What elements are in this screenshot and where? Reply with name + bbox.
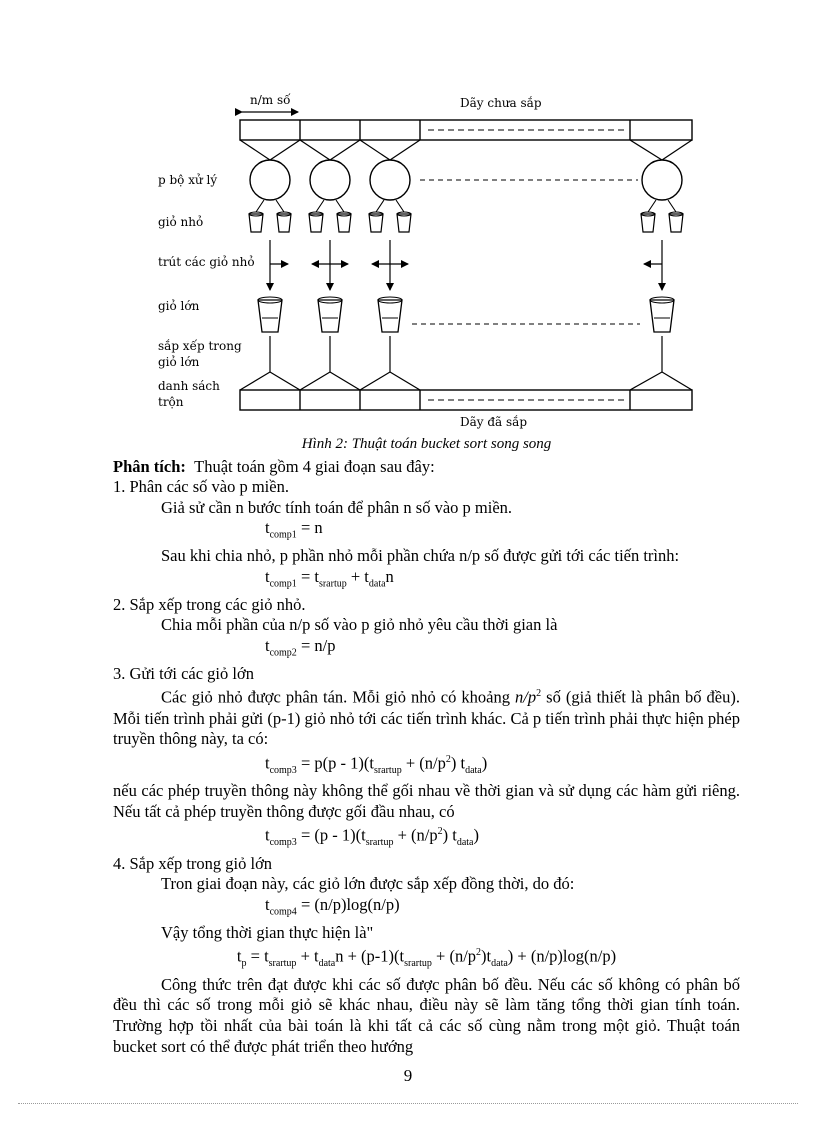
formula-comp3-b: $t_{comp3} = (p - 1)(t_{srartup} + (n/p^2)$ $t_{data}$) [265,825,479,849]
large-buckets-label: giỏ lớn [158,299,200,313]
analysis-line [113,457,740,478]
distribution-lines [240,140,692,160]
step3-heading: 3. Gửi tới các giỏ lớn [113,663,254,683]
merge-label-line2: trộn [158,395,184,409]
step4-heading: 4. Sắp xếp trong giỏ lớn [113,853,273,873]
figure-caption: Hình 2: Thuật toán bucket sort song song [301,436,552,452]
bucket-sort-diagram [130,80,710,430]
exchange-arrows [270,240,662,290]
formula-comp2: $t_{comp2} = n/p$ [265,635,336,659]
unsorted-label: Dãy chưa sắp [460,96,542,110]
footer-rule [18,1103,798,1104]
conclusion-text: Công thức trên đạt được khi các số được phân bố đều. Nếu các số không có phân bố đều thì các số trong mỗi giỏ sẽ khác nhau, điều này sẽ làm tăng tổng thời gian tính toán. Trường hợp tồi nhất của bài toán là khi tất cả các số cùng nằm trong một giỏ. Thuật toán bucket sort có thể được phát triển theo hướng [113,974,740,1056]
sort-label-line2: giỏ lớn [158,355,200,369]
analysis-title: Phân tích: [113,456,186,476]
analysis-intro: Thuật toán gồm 4 giai đoạn sau đây: [194,456,435,476]
merge-label-line1: danh sách [158,379,220,393]
sorted-array [240,390,692,410]
empty-small-label: trút các giỏ nhỏ [158,255,255,269]
sort-lines [240,336,692,390]
bucket-sort-figure [130,80,710,430]
processors-label: p bộ xử lý [158,173,218,187]
unsorted-array [240,120,692,140]
formula-comp4: $t_{comp4} = (n/p)\log(n/p)$ [265,894,400,918]
step2-text: Chia mỗi phần của n/p số vào p giỏ nhỏ yêu cầu thời gian là [161,615,558,635]
small-buckets-label: giỏ nhỏ [158,215,204,229]
page-number: 9 [403,1066,413,1085]
formula-comp3-a: $t_{comp3} = p(p - 1)(t_{srartup} + (n/p^2)$ $t_{data}$) [265,753,488,776]
step2-heading: 2. Sắp xếp trong các giỏ nhỏ. [113,594,306,614]
formula-total: $t_p = t_{srartup} + t_{data}n + (p-1)(t_{srartup} + (n/p^2)t_{data}) + (n/p)\log(n/p)$ [236,946,617,970]
body-text [113,434,740,1057]
sorted-label: Dãy đã sắp [460,415,528,429]
step1-text1: Giả sử cần n bước tính toán để phân n số vào p miền. [161,497,513,517]
small-buckets [249,214,683,232]
formula-comp1-b: $t_{comp1} = t_{srartup} + t_{data}n$ [265,566,394,590]
block-size-label: n/m số [250,93,291,107]
total-text: Vậy tổng thời gian thực hiện là" [161,922,374,942]
step1-text2: Sau khi chia nhỏ, p phần nhỏ mỗi phần chứa n/p số được gửi tới các tiến trình: [161,546,680,566]
step1-heading: 1. Phân các số vào p miền. [113,477,289,497]
bucket-feed-lines [256,200,676,212]
step3-text2: nếu các phép truyền thông này không thể gối nhau về thời gian và sử dụng các hàm gửi riêng. Nếu tất cả phép truyền thông được gối đầu nhau, có [113,781,740,821]
step3-text: Các giỏ nhỏ được phân tán. Mỗi giỏ nhỏ có khoảng $n/p^2$ số (giả thiết là phân bố đều). Mỗi tiến trình phải gửi (p-1) giỏ nhỏ tới các tiến trình khác. Cả p tiến trình phải thực hiện phép truyền thông này, ta có: [113,687,740,749]
large-buckets [258,300,674,332]
sort-label-line1: sắp xếp trong [158,339,242,353]
step4-text: Tron giai đoạn này, các giỏ lớn được sắp xếp đồng thời, do đó: [161,874,575,894]
formula-comp1-a: $t_{comp1} = n$ [265,518,323,541]
